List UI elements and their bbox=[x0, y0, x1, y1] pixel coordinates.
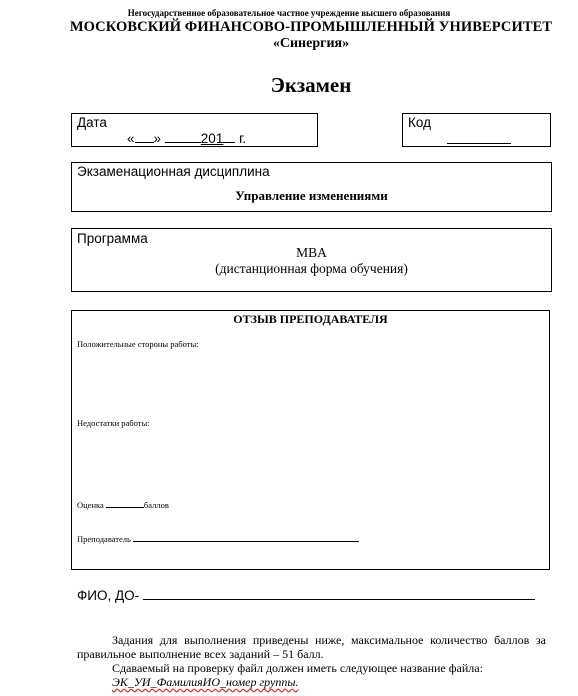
year-blank[interactable] bbox=[223, 130, 235, 143]
code-box bbox=[402, 113, 551, 147]
program-name: MBA bbox=[296, 245, 327, 260]
teacher-label: Преподаватель bbox=[77, 534, 131, 544]
code-blank[interactable] bbox=[447, 143, 511, 144]
teacher-line bbox=[77, 533, 359, 544]
discipline-label: Экзаменационная дисциплина bbox=[77, 164, 270, 179]
fio-label: ФИО, ДО- bbox=[77, 588, 140, 603]
org-type-line: Негосударственное образовательное частное учреждение высшего образования bbox=[127, 8, 451, 18]
review-title: ОТЗЫВ ПРЕПОДАВАТЕЛЯ bbox=[233, 312, 388, 326]
fio-blank[interactable] bbox=[143, 588, 535, 600]
negative-label: Недостатки работы: bbox=[77, 418, 150, 428]
date-quote-close: » bbox=[153, 131, 162, 146]
program-box bbox=[71, 228, 552, 292]
program-label: Программа bbox=[77, 231, 148, 246]
program-form: (дистанционная форма обучения) bbox=[215, 261, 408, 276]
date-label: Дата bbox=[77, 115, 107, 130]
university-brand: «Синергия» bbox=[272, 36, 350, 51]
grade-blank[interactable] bbox=[106, 499, 144, 508]
instructions-text: Задания для выполнения приведены ниже, максимальное количество баллов за правильное выполнение всех заданий – 51 балл. bbox=[77, 633, 546, 661]
positive-label: Положительные стороны работы: bbox=[77, 339, 199, 349]
grade-label: Оценка bbox=[77, 500, 104, 510]
discipline-box bbox=[71, 162, 552, 212]
year-suffix: г. bbox=[239, 131, 247, 146]
day-blank[interactable] bbox=[135, 130, 154, 143]
review-box bbox=[71, 310, 550, 570]
filename-example bbox=[112, 675, 546, 689]
year-prefix: 201 bbox=[200, 131, 224, 146]
date-quote-open: « bbox=[127, 131, 135, 146]
page-title: Экзамен bbox=[270, 73, 352, 97]
filename-example-text: ЭК_УИ_ФамилияИО_номер группы. bbox=[112, 675, 299, 689]
date-box bbox=[71, 113, 318, 147]
grade-line bbox=[77, 499, 169, 510]
teacher-blank[interactable] bbox=[133, 533, 359, 542]
date-value bbox=[127, 130, 246, 146]
filename-instruction: Сдаваемый на проверку файл должен иметь следующее название файла: bbox=[112, 661, 483, 675]
instructions-paragraph bbox=[77, 633, 546, 661]
fio-line bbox=[77, 588, 535, 603]
grade-suffix: баллов bbox=[143, 500, 169, 510]
month-blank[interactable] bbox=[165, 130, 201, 143]
discipline-value: Управление изменениями bbox=[235, 188, 388, 203]
university-name: МОСКОВСКИЙ ФИНАНСОВО-ПРОМЫШЛЕННЫЙ УНИВЕРСИТЕТ bbox=[69, 19, 553, 35]
code-label: Код bbox=[408, 115, 431, 130]
